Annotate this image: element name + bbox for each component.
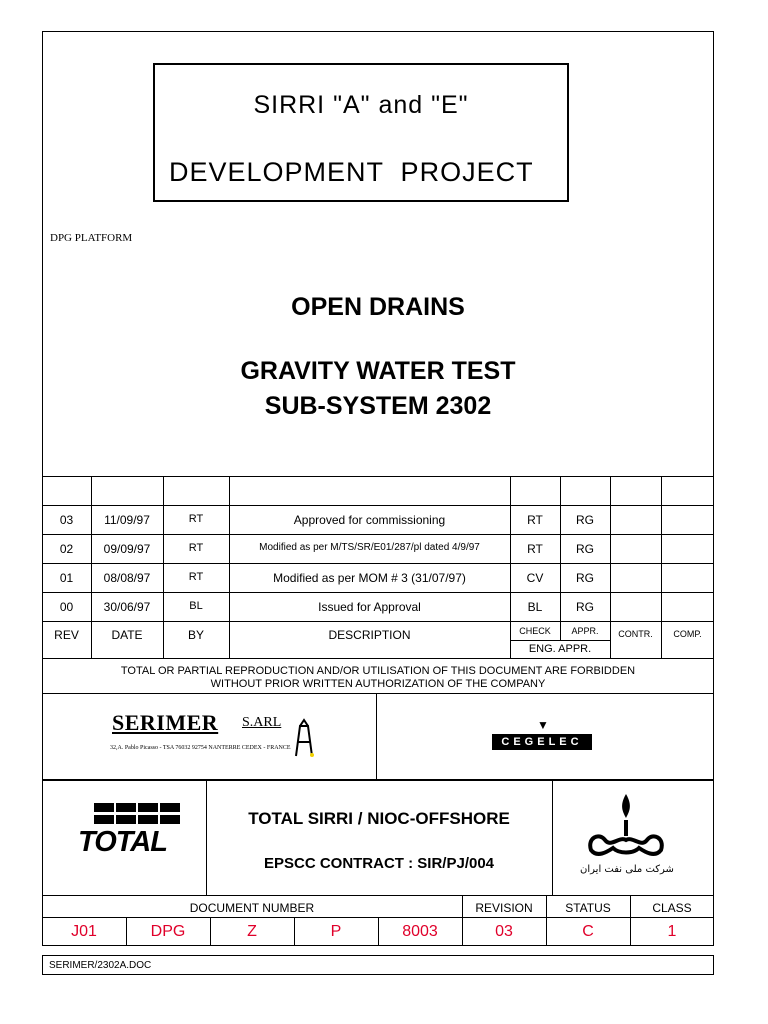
file-reference: SERIMER/2302A.DOC	[49, 960, 152, 971]
check-cell: CV	[526, 571, 544, 585]
rev-grid-line	[42, 505, 714, 506]
date-cell: 11/09/97	[104, 513, 150, 527]
description-cell: Issued for Approval	[318, 600, 421, 614]
description-cell: Modified as per M/TS/SR/E01/287/pl dated 4/9/97	[259, 542, 480, 553]
section-divider	[376, 693, 377, 779]
serimer-rig-icon	[292, 718, 316, 758]
status-value: C	[582, 923, 594, 940]
rev-grid-bottom	[42, 658, 714, 659]
doc-number-part: J01	[71, 923, 97, 940]
check-cell: RT	[527, 513, 543, 527]
revision-label: REVISION	[475, 901, 533, 915]
notice-line-1: TOTAL OR PARTIAL REPRODUCTION AND/OR UTILISATION OF THIS DOCUMENT ARE FORBIDDEN	[120, 665, 636, 677]
rev-header: REV	[54, 628, 79, 642]
by-cell: RT	[188, 571, 204, 583]
nioc-flame-logo-icon	[583, 792, 669, 862]
check-cell: BL	[527, 600, 543, 614]
check-header: CHECK	[519, 626, 551, 636]
doc-number-part: Z	[247, 923, 257, 940]
description-cell: Modified as per MOM # 3 (31/07/97)	[273, 571, 466, 585]
date-cell: 09/09/97	[103, 542, 151, 556]
date-cell: 30/06/97	[103, 600, 151, 614]
by-cell: RT	[188, 542, 204, 554]
rev-cell: 00	[59, 600, 74, 614]
appr-cell: RG	[576, 600, 594, 614]
doc-number-label: DOCUMENT NUMBER	[189, 901, 315, 915]
rev-grid-line	[42, 563, 714, 564]
serimer-address: 32,A. Pablo Picasso - TSA 76032 92754 NANTERRE CEDEX - FRANCE	[110, 745, 291, 751]
doc-number-part: 8003	[402, 923, 438, 940]
section-divider	[42, 895, 714, 896]
nioc-caption: شرکت ملی نفت ایران	[580, 864, 674, 875]
appr-header: APPR.	[571, 626, 599, 636]
document-title-2: GRAVITY WATER TEST	[240, 357, 516, 385]
revision-value: 03	[495, 923, 513, 940]
section-divider	[42, 780, 714, 781]
status-label: STATUS	[565, 901, 611, 915]
cegelec-mark-icon: ▼	[537, 718, 549, 732]
section-divider	[42, 693, 714, 694]
class-label: CLASS	[652, 901, 692, 915]
date-cell: 08/08/97	[103, 571, 151, 585]
section-divider	[552, 780, 553, 895]
by-cell: BL	[189, 600, 203, 612]
platform-label: DPG PLATFORM	[50, 232, 133, 244]
rev-cell: 03	[59, 513, 74, 527]
serimer-logo: SERIMER	[112, 710, 219, 735]
appr-cell: RG	[576, 542, 594, 556]
rev-grid-col	[560, 476, 561, 640]
description-cell: Approved for commissioning	[293, 513, 446, 527]
doc-number-part: DPG	[150, 923, 186, 940]
check-cell: RT	[527, 542, 543, 556]
class-value: 1	[667, 923, 677, 940]
rev-cell: 01	[59, 571, 74, 585]
eng-appr-header: ENG. APPR.	[528, 643, 592, 655]
by-header: BY	[187, 628, 204, 642]
serimer-suffix: S.ARL	[242, 715, 282, 730]
appr-cell: RG	[576, 571, 594, 585]
date-header: DATE	[111, 628, 143, 642]
total-logo: TOTAL	[78, 826, 167, 858]
rev-grid-subline	[510, 640, 610, 641]
notice-line-2: WITHOUT PRIOR WRITTEN AUTHORIZATION OF THE COMPANY	[210, 678, 546, 690]
total-grid-icon	[94, 803, 180, 825]
section-divider	[206, 780, 207, 895]
cegelec-logo: CEGELEC	[492, 734, 592, 750]
document-title-3: SUB-SYSTEM 2302	[264, 392, 492, 420]
rev-grid-line	[42, 592, 714, 593]
document-title-1: OPEN DRAINS	[291, 293, 465, 321]
description-header: DESCRIPTION	[328, 628, 411, 642]
contract-number: EPSCC CONTRACT : SIR/PJ/004	[263, 855, 495, 872]
comp-header: COMP.	[673, 629, 702, 639]
rev-grid-top	[42, 476, 714, 477]
doc-number-part: P	[330, 923, 342, 940]
rev-cell: 02	[59, 542, 74, 556]
client-title: TOTAL SIRRI / NIOC-OFFSHORE	[248, 809, 510, 828]
rev-grid-line	[42, 534, 714, 535]
by-cell: RT	[188, 513, 204, 525]
project-title-line1: SIRRI "A" and "E"	[253, 91, 469, 119]
project-title-line2: DEVELOPMENT PROJECT	[169, 157, 534, 187]
rev-grid-line	[42, 621, 714, 622]
project-title-box	[153, 63, 569, 202]
appr-cell: RG	[576, 513, 594, 527]
contr-header: CONTR.	[618, 629, 653, 639]
